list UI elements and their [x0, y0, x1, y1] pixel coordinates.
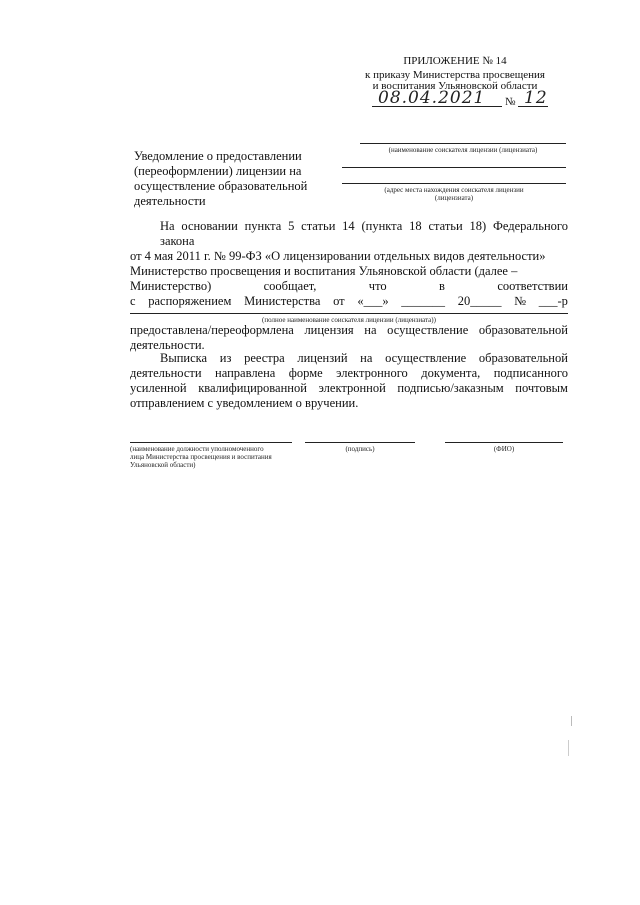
- order-number-underline: [518, 106, 548, 107]
- full-name-line: [130, 313, 568, 314]
- body-line: Министерство) сообщает, что в соответствии: [130, 279, 568, 293]
- signature-line: [305, 442, 415, 443]
- appendix-title: ПРИЛОЖЕНИЕ № 14: [403, 55, 507, 67]
- body-line: предоставлена/переоформлена лицензия на осуществление образовательной: [130, 323, 568, 337]
- order-date-underline: [372, 106, 502, 107]
- recipient-name-caption: (наименование соискателя лицензии (лицензиата): [388, 146, 538, 154]
- fio-caption: (ФИО): [493, 445, 515, 453]
- position-caption-line: Ульяновской области): [130, 461, 196, 469]
- fio-line: [445, 442, 563, 443]
- body-paragraph-2: [130, 351, 568, 411]
- body-line: деятельности.: [130, 338, 205, 352]
- title-line: Уведомление о предоставлении: [134, 149, 302, 163]
- body-line: отправлением с уведомлением о вручении.: [130, 396, 359, 410]
- position-caption: [130, 445, 305, 469]
- address-caption-line: (лицензиата): [434, 194, 474, 202]
- body-paragraph-1-end: [130, 323, 568, 353]
- appendix-order-line: к приказу Министерства просвещения: [365, 69, 545, 81]
- body-line: Выписка из реестра лицензий на осуществление образовательной: [160, 351, 568, 365]
- full-name-caption: (полное наименование соискателя лицензии (лицензиата)): [262, 316, 436, 324]
- title-line: (переоформлении) лицензии на: [134, 164, 302, 178]
- signature-caption: (подпись): [345, 445, 375, 453]
- recipient-name-line: [360, 143, 566, 144]
- order-number-label: №: [505, 96, 516, 108]
- scan-mark: [568, 740, 569, 756]
- address-caption-line: (адрес места нахождения соискателя лицензии: [384, 186, 524, 194]
- body-line-order-reference: с распоряжением Министерства от «___» _______ 20_____ № ___-р: [130, 294, 568, 308]
- recipient-address-line: [342, 183, 566, 184]
- position-caption-line: (наименование должности уполномоченного: [130, 445, 264, 453]
- body-line: от 4 мая 2011 г. № 99-ФЗ «О лицензировании отдельных видов деятельности»: [130, 249, 546, 263]
- order-number-handwritten: 12: [524, 88, 548, 108]
- body-line: усиленной квалифицированной электронной подписью/заказным почтовым: [130, 381, 568, 395]
- position-caption-line: лица Министерства просвещения и воспитания: [130, 453, 272, 461]
- body-line: Министерство просвещения и воспитания Ульяновской области (далее –: [130, 264, 518, 278]
- order-date-handwritten: 08.04.2021: [378, 88, 486, 108]
- scan-mark: [571, 716, 572, 726]
- title-line: деятельности: [134, 194, 206, 208]
- notification-title: [134, 149, 344, 209]
- recipient-address-caption: [342, 186, 566, 202]
- title-line: осуществление образовательной: [134, 179, 308, 193]
- appendix-ministry-line: и воспитания Ульяновской области: [372, 80, 538, 92]
- recipient-extra-line: [342, 167, 566, 168]
- body-line: деятельности направлена форме электронного документа, подписанного: [130, 366, 568, 380]
- position-line: [130, 442, 292, 443]
- body-paragraph-1: [130, 219, 568, 309]
- body-line: На основании пункта 5 статьи 14 (пункта 18 статьи 18) Федерального закона: [160, 219, 568, 248]
